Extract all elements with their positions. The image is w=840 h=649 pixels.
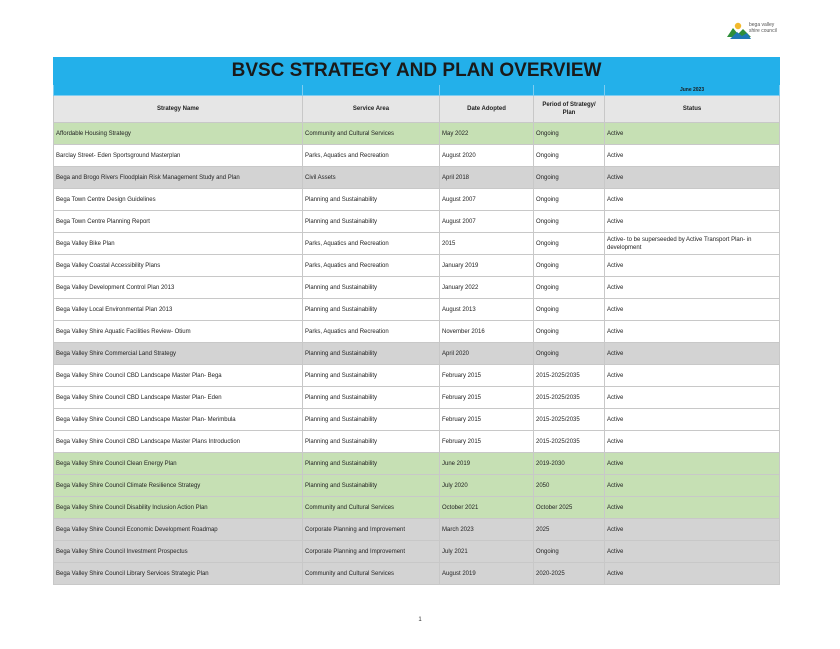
service-area-cell: Planning and Sustainability xyxy=(303,189,440,211)
service-area-cell: Corporate Planning and Improvement xyxy=(303,519,440,541)
strategy-name-cell: Bega Valley Local Environmental Plan 2013 xyxy=(54,299,303,321)
logo-line-1: bega valley xyxy=(749,22,775,28)
period-cell: Ongoing xyxy=(534,211,605,233)
service-area-cell: Planning and Sustainability xyxy=(303,277,440,299)
table-row xyxy=(54,189,780,211)
period-cell: Ongoing xyxy=(534,299,605,321)
date-adopted-cell: February 2015 xyxy=(440,387,534,409)
status-cell: Active xyxy=(605,167,780,189)
strategy-name-cell: Bega Valley Shire Council CBD Landscape Master Plan- Bega xyxy=(54,365,303,387)
date-adopted-cell: 2015 xyxy=(440,233,534,255)
period-cell: 2015-2025/2035 xyxy=(534,387,605,409)
table-row xyxy=(54,563,780,585)
table-row xyxy=(54,453,780,475)
service-area-cell: Parks, Aquatics and Recreation xyxy=(303,255,440,277)
status-cell: Active xyxy=(605,387,780,409)
service-area-cell: Planning and Sustainability xyxy=(303,299,440,321)
table-row xyxy=(54,541,780,563)
strategy-name-cell: Bega Valley Shire Council Disability Inclusion Action Plan xyxy=(54,497,303,519)
period-cell: October 2025 xyxy=(534,497,605,519)
status-cell: Active xyxy=(605,409,780,431)
strategy-name-cell: Bega Valley Shire Aquatic Facilities Review- Otium xyxy=(54,321,303,343)
date-adopted-cell: May 2022 xyxy=(440,123,534,145)
date-adopted-cell: January 2022 xyxy=(440,277,534,299)
title-spacer-cell xyxy=(440,85,534,96)
table-row xyxy=(54,145,780,167)
header-strategy-name: Strategy Name xyxy=(54,96,303,123)
header-status: Status xyxy=(605,96,780,123)
status-cell: Active xyxy=(605,497,780,519)
strategy-name-cell: Bega Valley Shire Council Clean Energy Plan xyxy=(54,453,303,475)
table-row xyxy=(54,277,780,299)
status-cell: Active xyxy=(605,123,780,145)
table-row xyxy=(54,387,780,409)
date-adopted-cell: October 2021 xyxy=(440,497,534,519)
strategy-name-cell: Bega Valley Shire Council Investment Prospectus xyxy=(54,541,303,563)
service-area-cell: Community and Cultural Services xyxy=(303,563,440,585)
date-adopted-cell: March 2023 xyxy=(440,519,534,541)
header-service-area: Service Area xyxy=(303,96,440,123)
status-cell: Active xyxy=(605,255,780,277)
service-area-cell: Parks, Aquatics and Recreation xyxy=(303,233,440,255)
period-cell: 2020-2025 xyxy=(534,563,605,585)
table-row xyxy=(54,233,780,255)
period-cell: Ongoing xyxy=(534,541,605,563)
status-cell: Active xyxy=(605,211,780,233)
table-row xyxy=(54,299,780,321)
strategy-name-cell: Barclay Street- Eden Sportsground Masterplan xyxy=(54,145,303,167)
table-row xyxy=(54,211,780,233)
page-title: BVSC STRATEGY AND PLAN OVERVIEW xyxy=(54,58,780,85)
header-period: Period of Strategy/ Plan xyxy=(534,96,605,123)
date-adopted-cell: February 2015 xyxy=(440,365,534,387)
strategy-name-cell: Bega Valley Shire Council CBD Landscape Master Plans Introduction xyxy=(54,431,303,453)
council-logo xyxy=(727,20,793,44)
table-row xyxy=(54,365,780,387)
status-cell: Active xyxy=(605,541,780,563)
service-area-cell: Planning and Sustainability xyxy=(303,409,440,431)
status-cell: Active xyxy=(605,431,780,453)
service-area-cell: Community and Cultural Services xyxy=(303,123,440,145)
strategy-name-cell: Bega Valley Shire Council CBD Landscape Master Plan- Eden xyxy=(54,387,303,409)
status-cell: Active xyxy=(605,189,780,211)
hills-logo-icon xyxy=(727,20,751,42)
strategy-name-cell: Bega Town Centre Planning Report xyxy=(54,211,303,233)
date-adopted-cell: April 2018 xyxy=(440,167,534,189)
period-cell: 2015-2025/2035 xyxy=(534,409,605,431)
strategy-name-cell: Bega and Brogo Rivers Floodplain Risk Management Study and Plan xyxy=(54,167,303,189)
period-cell: Ongoing xyxy=(534,255,605,277)
date-adopted-cell: August 2007 xyxy=(440,211,534,233)
logo-text xyxy=(749,22,777,34)
strategy-name-cell: Bega Town Centre Design Guidelines xyxy=(54,189,303,211)
status-cell: Active xyxy=(605,145,780,167)
table-row xyxy=(54,321,780,343)
period-cell: Ongoing xyxy=(534,277,605,299)
service-area-cell: Community and Cultural Services xyxy=(303,497,440,519)
date-adopted-cell: August 2013 xyxy=(440,299,534,321)
period-cell: Ongoing xyxy=(534,123,605,145)
date-adopted-cell: February 2015 xyxy=(440,409,534,431)
table-row xyxy=(54,123,780,145)
table-row xyxy=(54,431,780,453)
date-adopted-cell: June 2019 xyxy=(440,453,534,475)
table-row xyxy=(54,167,780,189)
period-cell: 2050 xyxy=(534,475,605,497)
period-cell: Ongoing xyxy=(534,321,605,343)
table-row xyxy=(54,497,780,519)
period-cell: 2019-2030 xyxy=(534,453,605,475)
service-area-cell: Parks, Aquatics and Recreation xyxy=(303,145,440,167)
strategy-name-cell: Affordable Housing Strategy xyxy=(54,123,303,145)
status-cell: Active xyxy=(605,365,780,387)
status-cell: Active- to be superseeded by Active Transport Plan- in development xyxy=(605,233,780,255)
strategy-name-cell: Bega Valley Shire Council Economic Development Roadmap xyxy=(54,519,303,541)
period-cell: Ongoing xyxy=(534,233,605,255)
status-cell: Active xyxy=(605,453,780,475)
title-spacer-cell xyxy=(303,85,440,96)
strategy-name-cell: Bega Valley Shire Council Library Services Strategic Plan xyxy=(54,563,303,585)
date-adopted-cell: August 2007 xyxy=(440,189,534,211)
service-area-cell: Planning and Sustainability xyxy=(303,431,440,453)
table-row xyxy=(54,409,780,431)
page-number: 1 xyxy=(418,617,422,623)
table-row xyxy=(54,255,780,277)
period-cell: 2015-2025/2035 xyxy=(534,431,605,453)
strategy-name-cell: Bega Valley Shire Commercial Land Strategy xyxy=(54,343,303,365)
service-area-cell: Planning and Sustainability xyxy=(303,475,440,497)
service-area-cell: Planning and Sustainability xyxy=(303,343,440,365)
as-of-date: June 2023 xyxy=(605,85,780,96)
date-adopted-cell: November 2016 xyxy=(440,321,534,343)
date-adopted-cell: August 2020 xyxy=(440,145,534,167)
service-area-cell: Planning and Sustainability xyxy=(303,211,440,233)
date-adopted-cell: January 2019 xyxy=(440,255,534,277)
period-cell: Ongoing xyxy=(534,343,605,365)
service-area-cell: Civil Assets xyxy=(303,167,440,189)
title-spacer-cell xyxy=(54,85,303,96)
table-body xyxy=(54,123,780,585)
date-adopted-cell: July 2020 xyxy=(440,475,534,497)
date-adopted-cell: July 2021 xyxy=(440,541,534,563)
title-spacer-cell xyxy=(534,85,605,96)
status-cell: Active xyxy=(605,277,780,299)
period-cell: Ongoing xyxy=(534,167,605,189)
table-row xyxy=(54,519,780,541)
logo-line-2: shire council xyxy=(749,28,777,34)
date-adopted-cell: August 2019 xyxy=(440,563,534,585)
service-area-cell: Planning and Sustainability xyxy=(303,387,440,409)
status-cell: Active xyxy=(605,519,780,541)
date-adopted-cell: February 2015 xyxy=(440,431,534,453)
strategy-name-cell: Bega Valley Coastal Accessibility Plans xyxy=(54,255,303,277)
service-area-cell: Parks, Aquatics and Recreation xyxy=(303,321,440,343)
service-area-cell: Planning and Sustainability xyxy=(303,453,440,475)
period-cell: 2025 xyxy=(534,519,605,541)
period-cell: Ongoing xyxy=(534,145,605,167)
strategy-name-cell: Bega Valley Development Control Plan 2013 xyxy=(54,277,303,299)
strategy-name-cell: Bega Valley Shire Council CBD Landscape Master Plan- Merimbula xyxy=(54,409,303,431)
strategy-name-cell: Bega Valley Shire Council Climate Resilience Strategy xyxy=(54,475,303,497)
header-date-adopted: Date Adopted xyxy=(440,96,534,123)
period-cell: 2015-2025/2035 xyxy=(534,365,605,387)
service-area-cell: Corporate Planning and Improvement xyxy=(303,541,440,563)
service-area-cell: Planning and Sustainability xyxy=(303,365,440,387)
status-cell: Active xyxy=(605,475,780,497)
status-cell: Active xyxy=(605,321,780,343)
status-cell: Active xyxy=(605,299,780,321)
table-row xyxy=(54,475,780,497)
strategy-name-cell: Bega Valley Bike Plan xyxy=(54,233,303,255)
period-cell: Ongoing xyxy=(534,189,605,211)
status-cell: Active xyxy=(605,563,780,585)
table-row xyxy=(54,343,780,365)
date-adopted-cell: April 2020 xyxy=(440,343,534,365)
status-cell: Active xyxy=(605,343,780,365)
strategy-table xyxy=(53,57,780,585)
